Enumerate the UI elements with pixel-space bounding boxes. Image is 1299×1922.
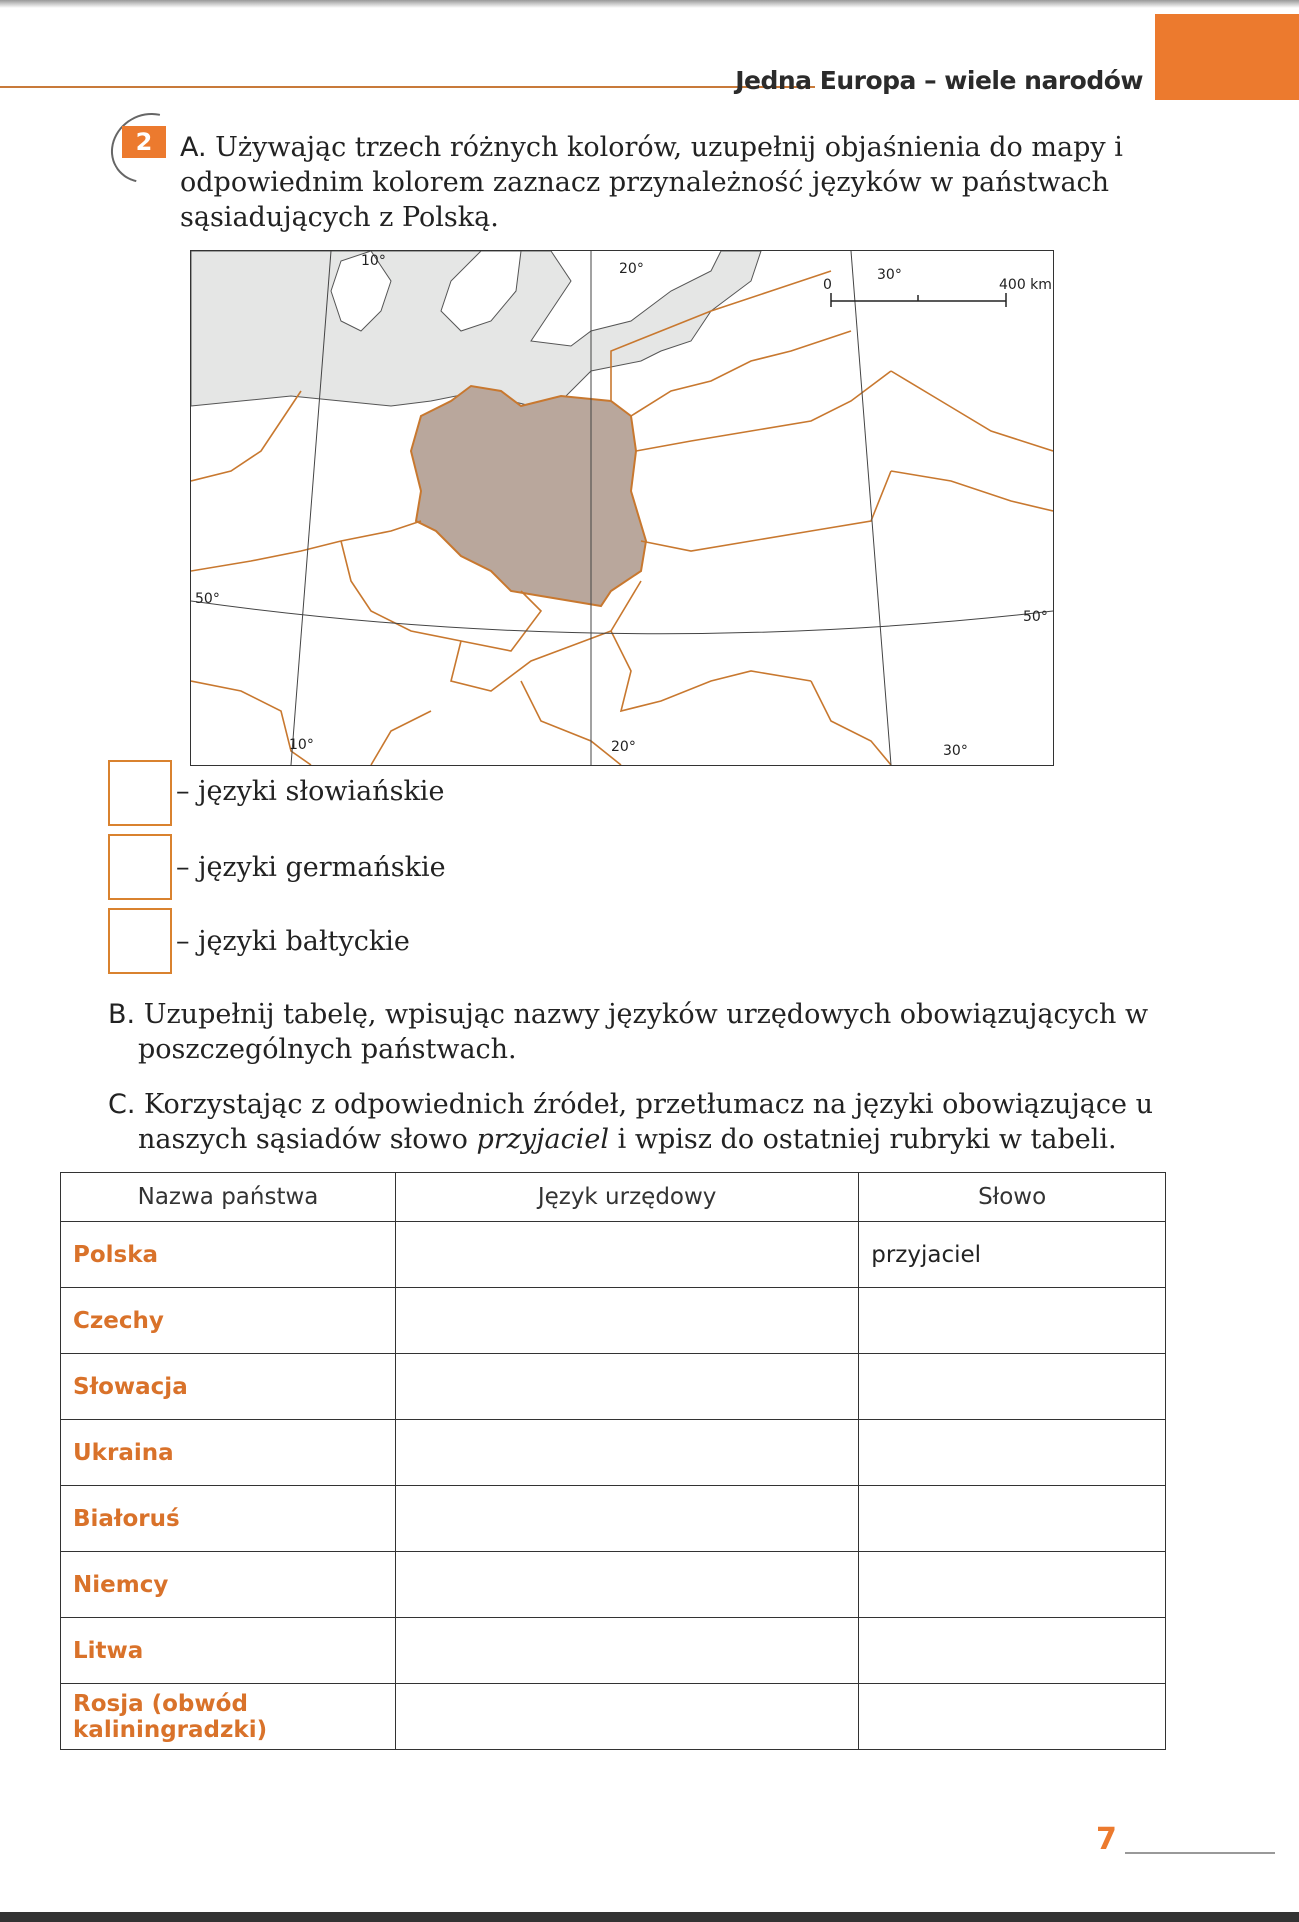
- map: [190, 250, 1054, 766]
- task-c-label: C.: [108, 1089, 136, 1120]
- legend-label-baltic: – języki bałtyckie: [176, 926, 410, 957]
- table-row: [61, 1222, 1166, 1288]
- task-c-instruction: [108, 1087, 1158, 1157]
- chapter-title: Jedna Europa – wiele narodów: [735, 66, 1143, 95]
- language-cell[interactable]: [396, 1420, 859, 1486]
- chapter-tab: [1155, 14, 1299, 100]
- language-cell[interactable]: [396, 1288, 859, 1354]
- scan-top-edge: [0, 0, 1299, 8]
- word-cell[interactable]: [859, 1684, 1166, 1750]
- task-b-text: Uzupełnij tabelę, wpisując nazwy języków urzędowych obowiązujących w poszczególnych państwach.: [138, 999, 1149, 1065]
- task-c-text-1: Korzystając z odpowiednich źródeł, przetłumacz na języki obowiązujące u naszych sąsiadów słowo: [138, 1089, 1153, 1155]
- header-language: Język urzędowy: [396, 1173, 859, 1222]
- table-row: [61, 1618, 1166, 1684]
- country-cell: Niemcy: [61, 1552, 396, 1618]
- scale-label-max: 400 km: [999, 277, 1052, 293]
- country-cell: Litwa: [61, 1618, 396, 1684]
- page-number-rule: [1125, 1852, 1275, 1854]
- table-header-row: [61, 1173, 1166, 1222]
- country-cell: Słowacja: [61, 1354, 396, 1420]
- table-row: [61, 1288, 1166, 1354]
- table-row: [61, 1684, 1166, 1750]
- map-drawing: [191, 251, 1053, 765]
- word-cell[interactable]: [859, 1486, 1166, 1552]
- map-label-lat50-right: 50°: [1023, 609, 1048, 625]
- header-country: Nazwa państwa: [61, 1173, 396, 1222]
- header-rule: [0, 86, 815, 88]
- table-row: [61, 1486, 1166, 1552]
- map-label-lat50-left: 50°: [195, 591, 220, 607]
- word-cell[interactable]: [859, 1288, 1166, 1354]
- poland-shape: [411, 386, 646, 606]
- language-cell[interactable]: [396, 1684, 859, 1750]
- map-label-lon20-top: 20°: [619, 261, 644, 277]
- word-cell[interactable]: [859, 1552, 1166, 1618]
- legend-color-box-slavic[interactable]: [108, 760, 172, 826]
- task-number-badge: 2: [122, 126, 166, 158]
- languages-table: [60, 1172, 1166, 1750]
- table-row: [61, 1552, 1166, 1618]
- task-a-label: A.: [180, 132, 207, 163]
- task-a-instruction: [180, 130, 1140, 235]
- page-number: 7: [1096, 1822, 1117, 1857]
- map-label-lon10-bottom: 10°: [289, 737, 314, 753]
- task-b-instruction: [108, 997, 1158, 1067]
- language-cell[interactable]: [396, 1618, 859, 1684]
- country-cell: Czechy: [61, 1288, 396, 1354]
- word-cell: przyjaciel: [859, 1222, 1166, 1288]
- scale-label-zero: 0: [823, 277, 832, 293]
- task-a-text: Używając trzech różnych kolorów, uzupełnij objaśnienia do mapy i odpowiednim kolorem zaznacz przynależność języków w państwach sąsiadujących z Polską.: [180, 132, 1123, 233]
- country-cell: Rosja (obwód kaliningradzki): [61, 1684, 396, 1750]
- map-label-lon30-top: 30°: [877, 267, 902, 283]
- legend-color-box-baltic[interactable]: [108, 908, 172, 974]
- map-label-lon20-bottom: 20°: [611, 739, 636, 755]
- legend-color-box-germanic[interactable]: [108, 834, 172, 900]
- word-cell[interactable]: [859, 1354, 1166, 1420]
- country-cell: Polska: [61, 1222, 396, 1288]
- map-label-lon10-top: 10°: [361, 253, 386, 269]
- language-cell[interactable]: [396, 1222, 859, 1288]
- language-cell[interactable]: [396, 1354, 859, 1420]
- header-word: Słowo: [859, 1173, 1166, 1222]
- scan-bottom-edge: [0, 1912, 1299, 1922]
- country-cell: Ukraina: [61, 1420, 396, 1486]
- table-row: [61, 1354, 1166, 1420]
- legend-label-germanic: – języki germańskie: [176, 852, 446, 883]
- language-cell[interactable]: [396, 1486, 859, 1552]
- word-cell[interactable]: [859, 1618, 1166, 1684]
- task-b-label: B.: [108, 999, 136, 1030]
- language-cell[interactable]: [396, 1552, 859, 1618]
- country-cell: Białoruś: [61, 1486, 396, 1552]
- legend-label-slavic: – języki słowiańskie: [176, 776, 445, 807]
- table-row: [61, 1420, 1166, 1486]
- map-label-lon30-bottom: 30°: [943, 743, 968, 759]
- word-cell[interactable]: [859, 1420, 1166, 1486]
- task-c-text-2: i wpisz do ostatniej rubryki w tabeli.: [617, 1124, 1117, 1155]
- task-c-word: przyjaciel: [476, 1124, 610, 1155]
